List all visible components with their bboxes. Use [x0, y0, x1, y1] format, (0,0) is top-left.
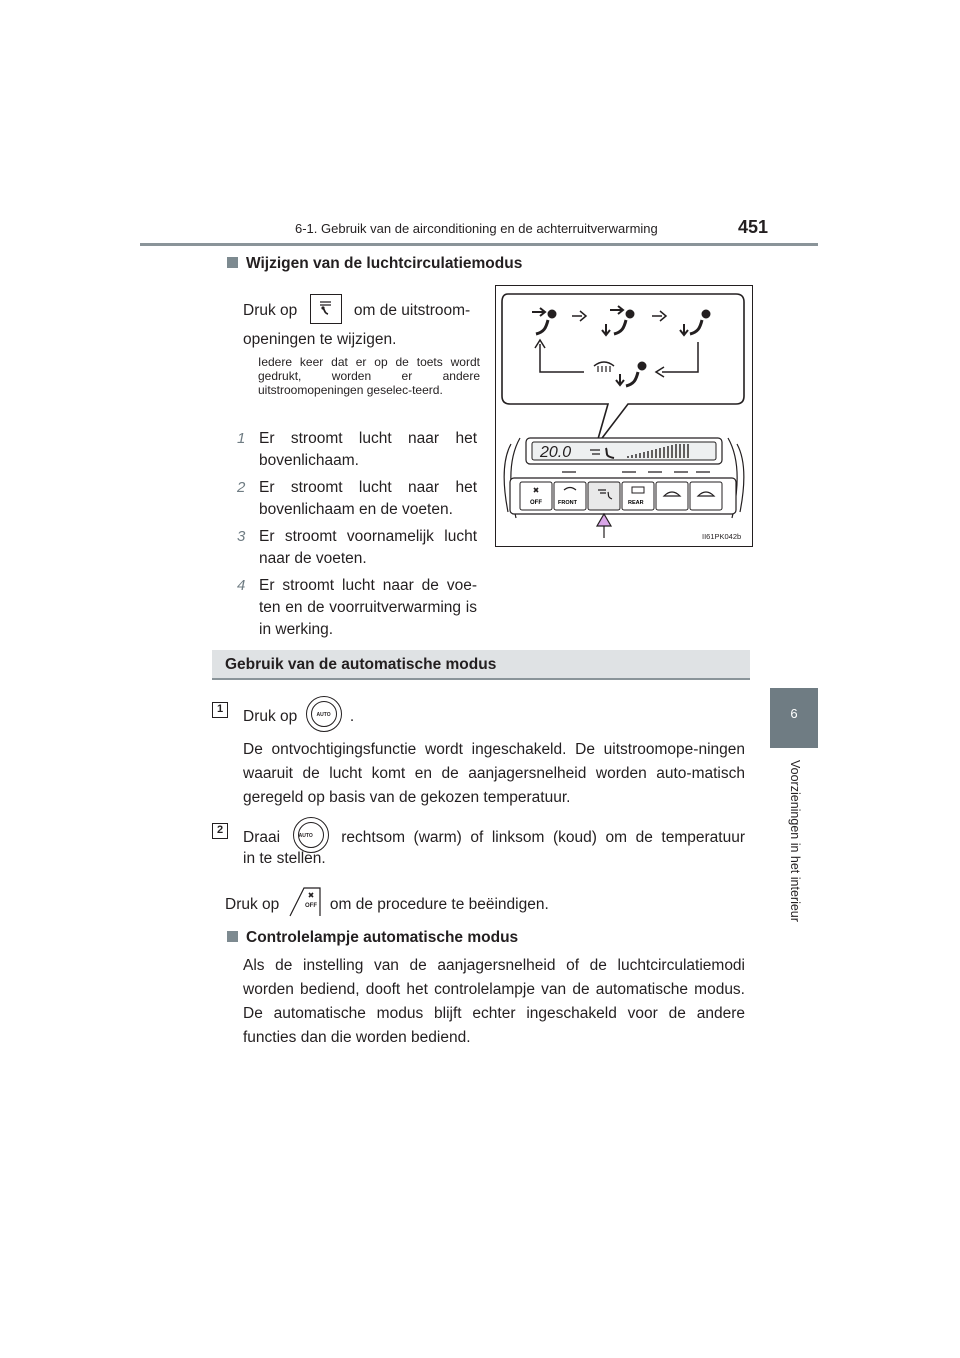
- step2-text-a: Draai: [243, 829, 281, 847]
- page-number: 451: [738, 217, 769, 237]
- section-bar-title: Gebruik van de automatische modus: [225, 656, 497, 673]
- step-number-box: 1: [212, 702, 228, 718]
- header-divider: [140, 243, 818, 246]
- step2-line2: in te stellen.: [243, 850, 326, 867]
- step1-text-b: .: [349, 708, 355, 726]
- auto-knob-icon: [306, 696, 342, 732]
- illustration-code: II61PK042b: [702, 532, 742, 541]
- auto-knob-label: AUTO: [311, 701, 337, 727]
- section-heading-text: Wijzigen van de luchtcirculatiemodus: [246, 255, 523, 272]
- climate-panel-drawing: [496, 286, 752, 546]
- list-item-number: 3: [237, 528, 246, 545]
- auto-knob-label: AUTO: [298, 822, 324, 848]
- end-text-b: om de procedure te beëindigen.: [329, 896, 549, 914]
- list-item-number: 2: [237, 479, 246, 496]
- step1-text-a: Druk op: [243, 708, 298, 726]
- section-heading-airflow: [227, 255, 522, 273]
- end-text-a: Druk op: [225, 896, 280, 914]
- section-bar-auto-mode: [212, 650, 750, 680]
- list-item-number: 4: [237, 577, 246, 594]
- panel-front-label: FRONT: [558, 500, 577, 506]
- list-item-text: Er stroomt lucht naar het bovenlichaam en de voeten.: [259, 479, 477, 518]
- chapter-title: Voorzieningen in het interieur: [788, 760, 802, 922]
- step1-detail: De ontvochtigingsfunctie wordt ingeschakeld. De uitstroomope-ningen waaruit de lucht komt en de aanjagersnelheid worden auto-matisch geregeld op basis van de gekozen temperatuur.: [243, 741, 745, 806]
- chapter-tab: 6: [770, 688, 818, 748]
- list-item-number: 1: [237, 430, 246, 447]
- chapter-title-vertical: [770, 760, 818, 1000]
- off-button-label: OFF: [304, 903, 317, 909]
- off-button-icon: [288, 886, 322, 918]
- airflow-mode-button-icon: [310, 294, 342, 324]
- running-header: 6-1. Gebruik van de airconditioning en de achterruitverwarming: [295, 221, 658, 236]
- section-heading-text: Controlelampje automatische modus: [246, 929, 519, 946]
- intro-text-b: om de uitstroom-: [353, 302, 471, 320]
- end-procedure-line: [225, 889, 549, 921]
- step2-text-b: rechtsom (warm) of linksom (koud) om de temperatuur: [341, 829, 746, 847]
- indicator-body: Als de instelling van de aanjagersnelheid of de luchtcirculatiemodi worden bediend, dooft het controlelampje van de automatische modus. De automatische modus blijft echter ingeschakeld voor de andere functies dan die worden bediend.: [243, 957, 745, 1046]
- intro-line2: openingen te wijzigen.: [243, 331, 397, 348]
- square-bullet-icon: [227, 257, 238, 268]
- list-item-text: Er stroomt lucht naar de voe-ten en de voorruitverwarming is in werking.: [259, 577, 477, 638]
- panel-rear-label: REAR: [628, 500, 644, 506]
- panel-off-label: OFF: [530, 500, 542, 506]
- section-heading-indicator: [227, 929, 518, 947]
- temperature-display: 20.0: [540, 444, 572, 461]
- step-number-box: 2: [212, 823, 228, 839]
- note-text: Iedere keer dat er op de toets wordt gedrukt, worden er andere uitstroomopeningen geselec-teerd.: [258, 355, 480, 397]
- list-item-text: Er stroomt lucht naar het bovenlichaam.: [259, 430, 477, 469]
- intro-text-a: Druk op: [243, 302, 298, 320]
- intro-line1: [243, 296, 481, 326]
- pointer-arrow-icon: [597, 514, 611, 538]
- list-item-text: Er stroomt voornamelijk lucht naar de voeten.: [259, 528, 477, 567]
- step1-line: [243, 699, 354, 735]
- square-bullet-icon: [227, 931, 238, 942]
- climate-panel-illustration: [495, 285, 753, 547]
